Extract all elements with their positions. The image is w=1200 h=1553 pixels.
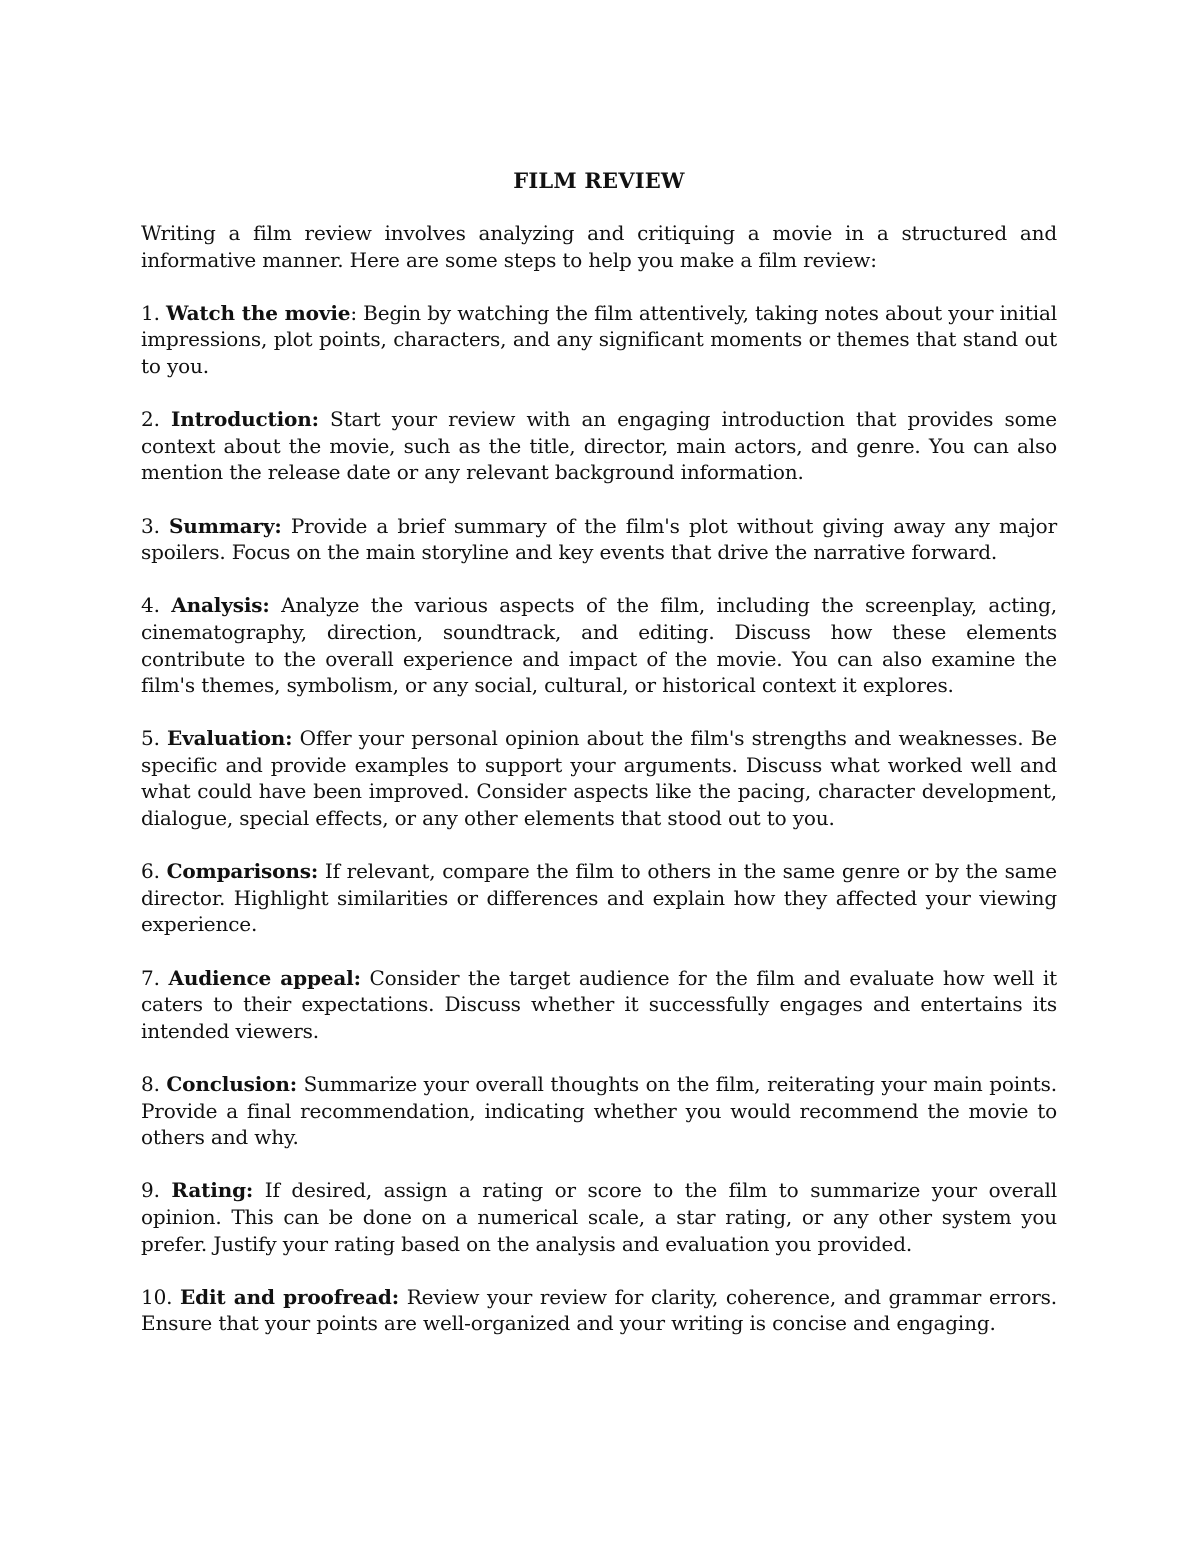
step-separator: :	[350, 300, 357, 325]
step-text: If relevant, compare the film to others in the same genre or by the same director. Highlight similarities or differences and explain how they affected your viewing experience.	[141, 859, 1057, 937]
step-term: Introduction:	[170, 407, 319, 432]
step-paragraph	[141, 1284, 1057, 1337]
step-number: 10.	[141, 1284, 173, 1309]
step-term: Analysis:	[171, 593, 270, 618]
step-number: 2.	[141, 407, 160, 432]
step-term: Summary:	[169, 513, 282, 538]
step-term: Audience appeal:	[168, 965, 361, 990]
step-paragraph	[141, 858, 1057, 938]
step-text: Review your review for clarity, coherence, and grammar errors. Ensure that your points are well-organized and your writing is concise and engaging.	[141, 1284, 1057, 1336]
step-text: Provide a brief summary of the film's plot without giving away any major spoilers. Focus on the main storyline and key events that drive the narrative forward.	[141, 513, 1057, 565]
step-term: Rating:	[171, 1178, 254, 1203]
step-text: Offer your personal opinion about the film's strengths and weaknesses. Be specific and provide examples to support your arguments. Discuss what worked well and what could have been improved. Consider aspects like the pacing, character development, dialogue, special effects, or any other elements that stood out to you.	[141, 726, 1057, 831]
step-text: Summarize your overall thoughts on the film, reiterating your main points. Provide a final recommendation, indicating whether you would recommend the movie to others and why.	[141, 1072, 1057, 1150]
step-term: Watch the movie	[166, 300, 351, 325]
step-term: Edit and proofread:	[180, 1284, 399, 1309]
step-paragraph	[141, 406, 1057, 486]
step-term: Conclusion:	[166, 1072, 297, 1096]
step-paragraph	[141, 513, 1057, 566]
document-body	[141, 168, 1057, 1364]
step-number: 9.	[141, 1178, 160, 1203]
step-paragraph	[141, 592, 1057, 698]
step-text: Consider the target audience for the film and evaluate how well it caters to their expectations. Discuss whether it successfully engages and entertains its intended viewers.	[141, 965, 1057, 1043]
intro-paragraph: Writing a film review involves analyzing and critiquing a movie in a structured and informative manner. Here are some steps to help you make a film review:	[141, 221, 1057, 272]
step-paragraph	[141, 1177, 1057, 1257]
step-number: 4.	[141, 593, 160, 618]
step-number: 5.	[141, 726, 160, 751]
step-number: 3.	[141, 513, 160, 538]
step-text: Begin by watching the film attentively, taking notes about your initial impressions, plot points, characters, and any significant moments or themes that stand out to you.	[141, 300, 1057, 378]
steps-list	[141, 300, 1057, 1337]
step-number: 1.	[141, 300, 160, 325]
step-number: 7.	[141, 965, 160, 990]
step-paragraph	[141, 725, 1057, 831]
step-term: Comparisons:	[166, 859, 319, 884]
document-title: FILM REVIEW	[513, 168, 685, 193]
step-term: Evaluation:	[167, 726, 293, 751]
step-number: 6.	[141, 859, 160, 884]
step-number: 8.	[141, 1072, 160, 1096]
step-paragraph	[141, 300, 1057, 380]
step-text: Analyze the various aspects of the film, including the screenplay, acting, cinematography, direction, soundtrack, and editing. Discuss how these elements contribute to the overall experience and impact of the movie. You can also examine the film's themes, symbolism, or any social, cultural, or historical context it explores.	[141, 593, 1057, 698]
step-paragraph	[141, 1071, 1057, 1151]
step-text: If desired, assign a rating or score to the film to summarize your overall opinion. This can be done on a numerical scale, a star rating, or any other system you prefer. Justify your rating based on the analysis and evaluation you provided.	[141, 1178, 1057, 1256]
step-text: Start your review with an engaging introduction that provides some context about the movie, such as the title, director, main actors, and genre. You can also mention the release date or any relevant background information.	[141, 407, 1057, 485]
step-paragraph	[141, 965, 1057, 1045]
